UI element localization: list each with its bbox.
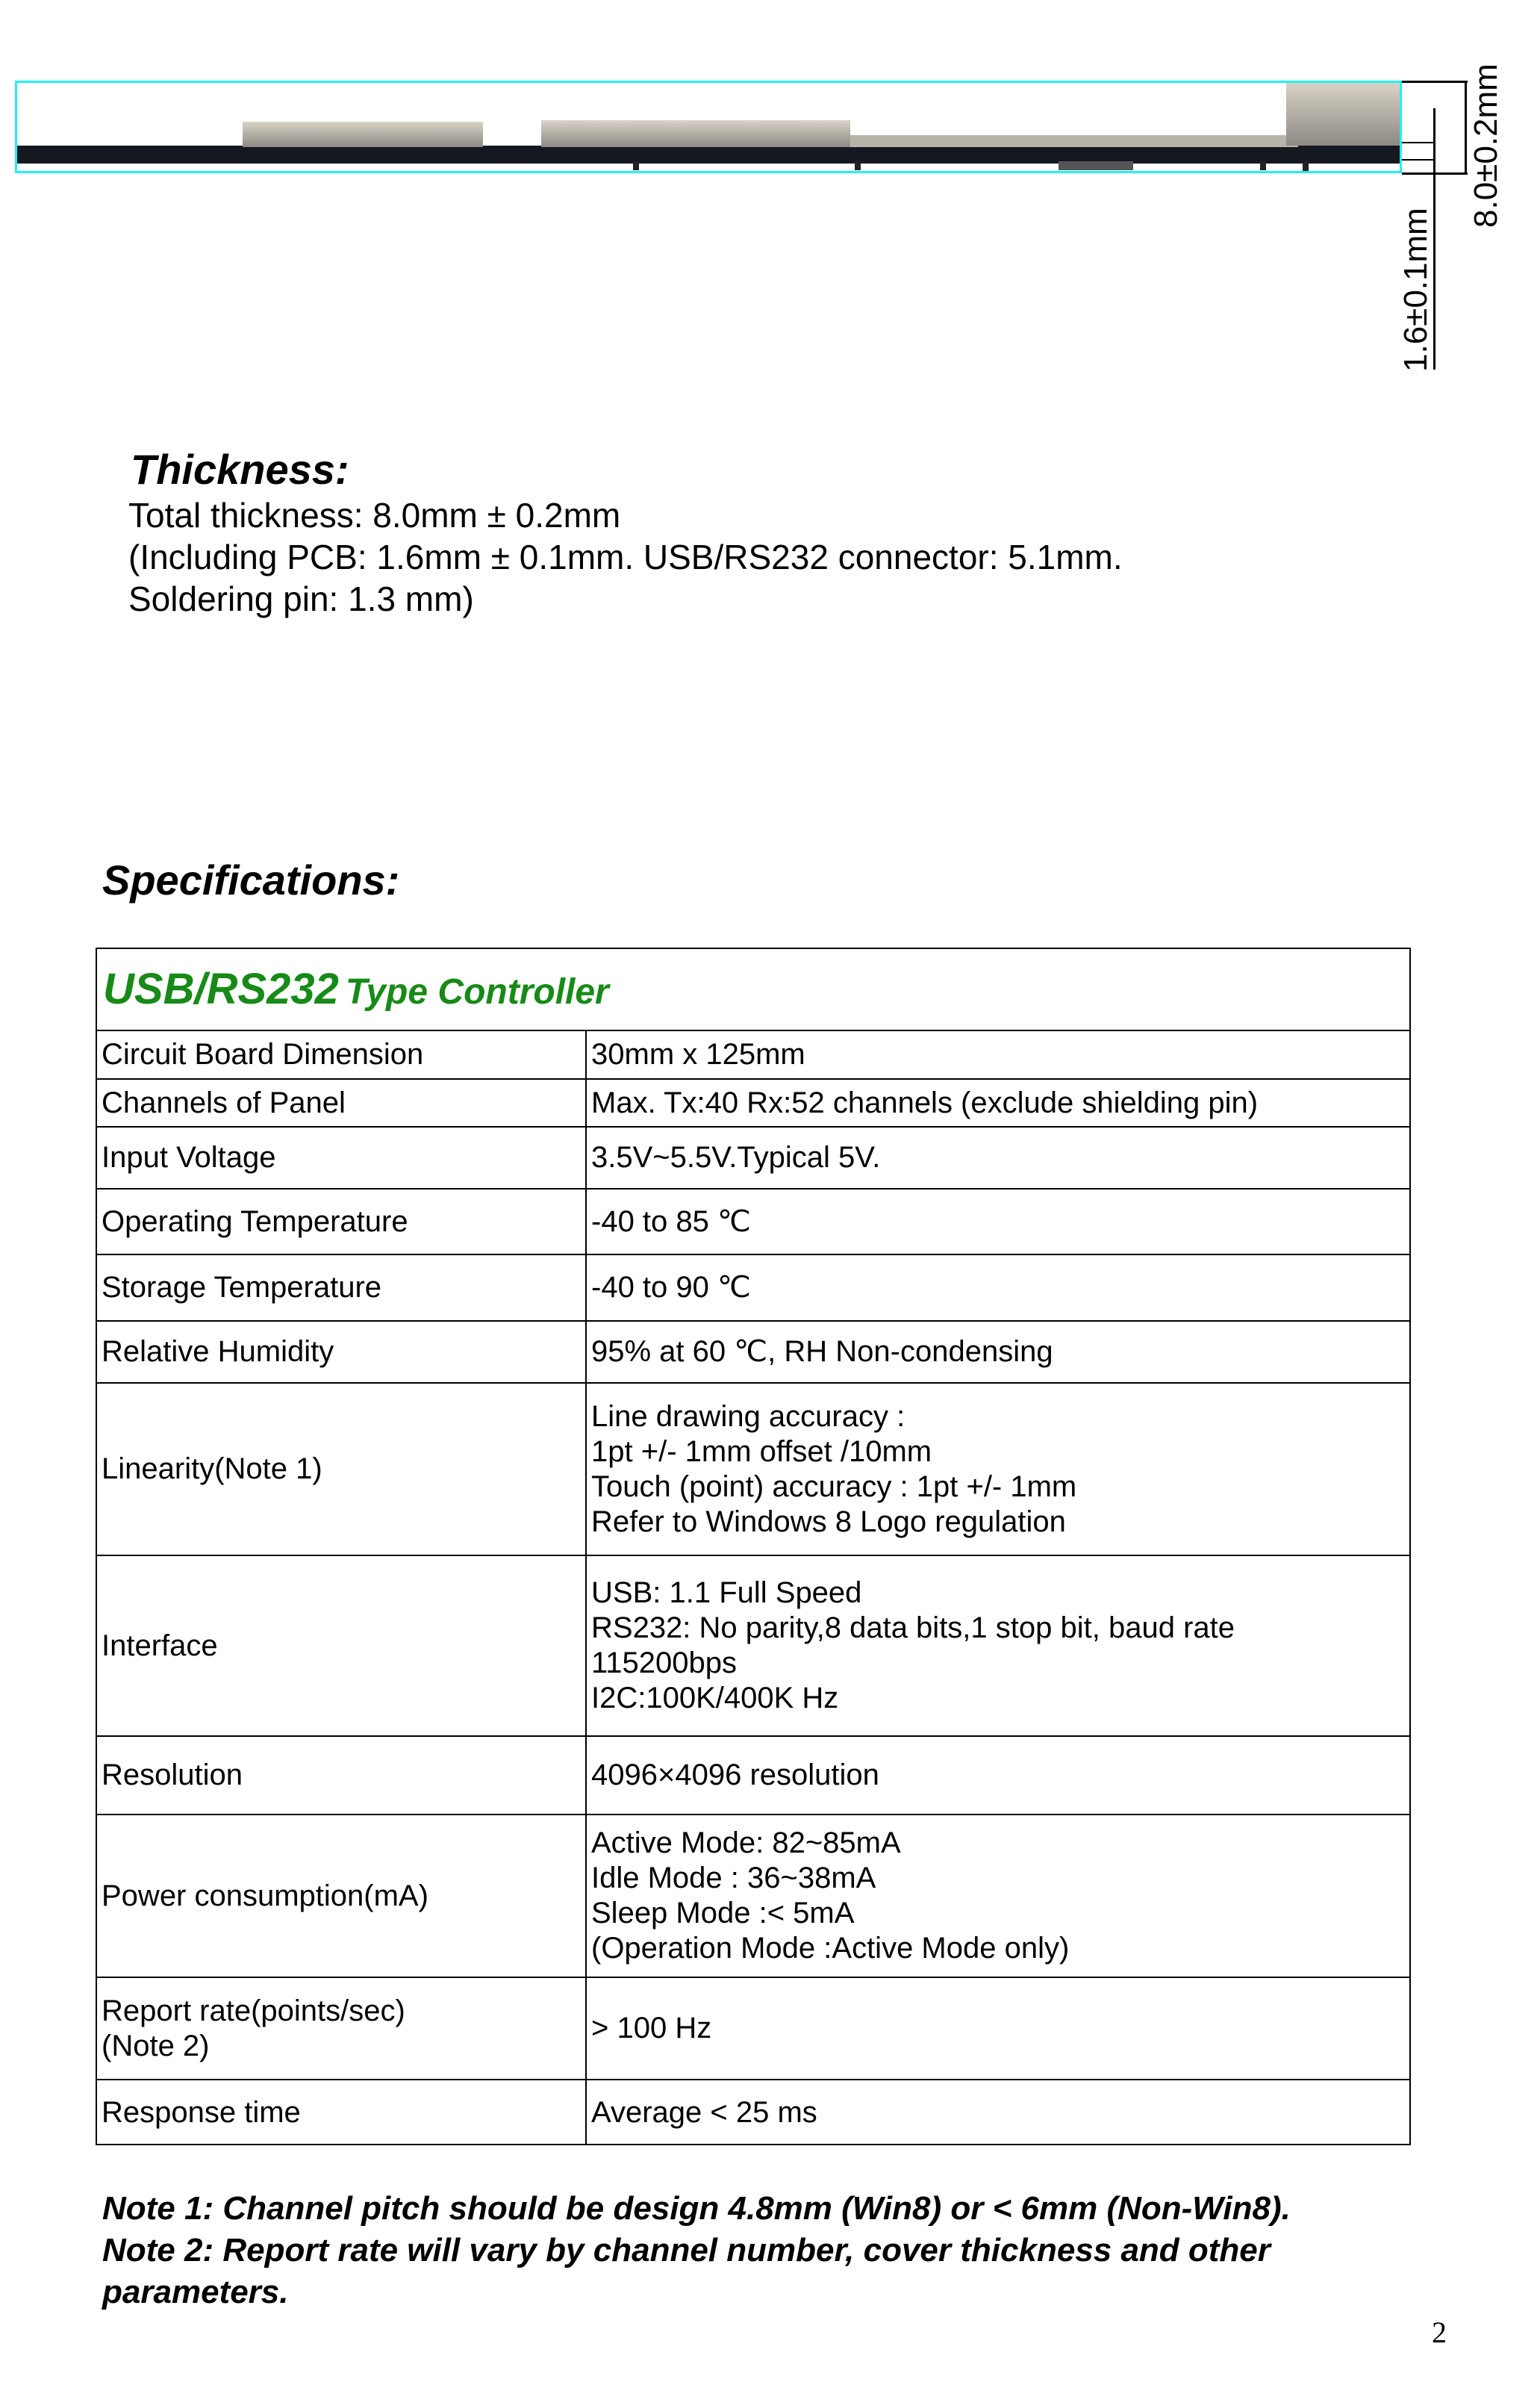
spec-label-cell [102,1555,579,1736]
spec-value-line: Touch (point) accuracy : 1pt +/- 1mm [591,1470,1077,1503]
spec-value-line: Average < 25 ms [591,2095,817,2129]
spec-label-cell [102,1127,579,1189]
spec-value-line: 4096×4096 resolution [591,1758,879,1791]
specifications-table [96,948,1411,2145]
spec-value-cell [591,2080,1405,2145]
spec-value-line: USB: 1.1 Full Speed [591,1576,862,1609]
spec-label-line: Operating Temperature [102,1204,408,1238]
spec-label-cell [102,1815,579,1977]
note-1: Note 1: Channel pitch should be design 4.8mm (Win8) or < 6mm (Non-Win8). [102,2190,1291,2227]
spec-label-line: Report rate(points/sec) [102,1994,405,2027]
table-title-main: USB/RS232 [103,965,339,1013]
page-number: 2 [1432,2316,1447,2349]
total-thickness-dimension-label: 8.0±0.2mm [1468,63,1504,228]
note-2-continued: parameters. [102,2274,289,2310]
spec-label-line: Power consumption(mA) [102,1879,428,1912]
spec-label-cell [102,1736,579,1815]
spec-value-cell [591,1254,1405,1321]
solder-pin [855,161,861,170]
note-2: Note 2: Report rate will vary by channel number, cover thickness and other [102,2232,1271,2269]
spec-value-line: 30mm x 125mm [591,1038,805,1071]
solder-pin [1059,161,1133,170]
column-divider [585,1030,587,2145]
pcb-board [17,146,1402,164]
spec-label-cell [102,1189,579,1254]
spec-value-cell [591,1189,1405,1254]
spec-label-line: Storage Temperature [102,1271,382,1304]
components-strip [850,135,1298,147]
spec-label-cell [102,1383,579,1555]
connector-1 [243,122,483,147]
spec-label-cell [102,1079,579,1127]
spec-value-line: 95% at 60 ℃, RH Non-condensing [591,1335,1053,1368]
spec-label-line: Channels of Panel [102,1086,346,1119]
spec-value-cell [591,1555,1405,1736]
dimension-line [1465,81,1467,175]
pcb-side-view-photo [15,81,1402,173]
spec-value-line: Sleep Mode :< 5mA [591,1897,855,1929]
connector-2 [541,120,850,147]
spec-label-cell [102,1030,579,1079]
spec-value-line: Line drawing accuracy : [591,1399,905,1433]
spec-value-cell [591,1127,1405,1189]
thickness-line: Soldering pin: 1.3 mm) [128,579,474,618]
dimension-line [1402,142,1435,143]
spec-value-cell [591,1079,1405,1127]
spec-value-line: > 100 Hz [591,2012,712,2044]
spec-value-cell [591,1030,1405,1079]
spec-value-cell [591,1977,1405,2080]
spec-value-cell [591,1321,1405,1383]
spec-label-line: Linearity(Note 1) [102,1452,322,1485]
pcb-thickness-dimension-label: 1.6±0.1mm [1397,208,1434,372]
table-title-sub: Type Controller [345,972,609,1012]
solder-pin [633,161,639,170]
spec-label-line: Relative Humidity [102,1335,334,1368]
dimension-line [1402,81,1468,83]
spec-label-cell [102,1977,579,2080]
dimension-line [1402,159,1435,161]
spec-value-line: Refer to Windows 8 Logo regulation [591,1505,1066,1538]
thickness-text [128,494,1123,620]
spec-value-cell [591,1383,1405,1555]
spec-label-line: Circuit Board Dimension [102,1038,424,1071]
spec-label-line: Input Voltage [102,1141,276,1174]
spec-label-cell [102,1254,579,1321]
spec-value-line: Idle Mode : 36~38mA [591,1862,876,1894]
spec-value-line: I2C:100K/400K Hz [591,1682,839,1714]
thickness-line: (Including PCB: 1.6mm ± 0.1mm. USB/RS232 connector: 5.1mm. [128,538,1123,576]
notes [102,2188,1291,2313]
spec-value-line: RS232: No parity,8 data bits,1 stop bit, baud rate [591,1611,1235,1644]
table-title [103,964,609,1014]
solder-pin [1260,161,1266,170]
solder-pin [1303,161,1309,173]
spec-label-line: (Note 2) [102,2029,210,2062]
thickness-heading: Thickness: [131,446,349,493]
spec-label-line: Resolution [102,1758,243,1791]
spec-value-line: -40 to 90 ℃ [591,1271,751,1304]
spec-value-line: Active Mode: 82~85mA [591,1826,901,1859]
specifications-heading: Specifications: [102,856,400,904]
spec-label-cell [102,1321,579,1383]
spec-value-line: Max. Tx:40 Rx:52 channels (exclude shielding pin) [591,1086,1259,1119]
spec-value-cell [591,1815,1405,1977]
spec-value-cell [591,1736,1405,1815]
spec-value-line: (Operation Mode :Active Mode only) [591,1932,1070,1965]
usb-rs232-connector [1286,83,1402,146]
spec-value-line: 115200bps [591,1646,737,1679]
spec-label-cell [102,2080,579,2145]
spec-label-line: Response time [102,2095,301,2129]
spec-label-line: Interface [102,1629,218,1662]
spec-value-line: -40 to 85 ℃ [591,1204,751,1238]
spec-value-line: 1pt +/- 1mm offset /10mm [591,1434,932,1468]
thickness-line: Total thickness: 8.0mm ± 0.2mm [128,496,621,535]
spec-value-line: 3.5V~5.5V.Typical 5V. [591,1141,881,1174]
